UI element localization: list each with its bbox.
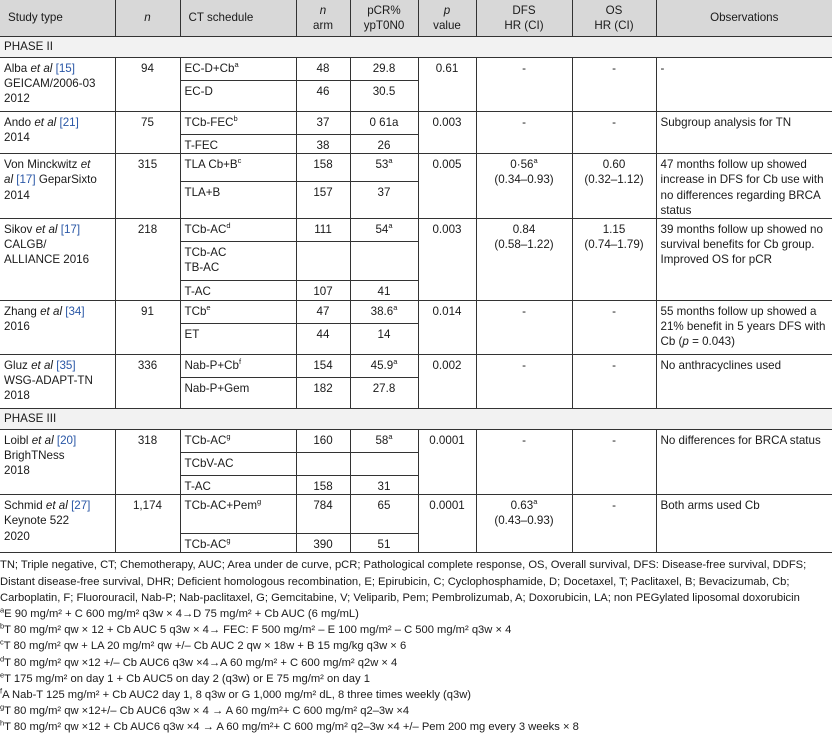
col-n: n (115, 0, 180, 37)
n-total: 75 (115, 112, 180, 154)
n-arm (296, 453, 350, 476)
col-p-value: p value (418, 0, 476, 37)
pcr-value: 37 (350, 181, 418, 218)
pcr-value: 45.9$^a$ (350, 355, 418, 378)
observation: Subgroup analysis for TN (656, 112, 832, 154)
col-ct-schedule: CT schedule (180, 0, 296, 37)
col-pcr: pCR% ypT0N0 (350, 0, 418, 37)
n-arm: 158 (296, 154, 350, 182)
ref-link[interactable]: [17] (60, 223, 81, 237)
os-hr: 1.15 (0.74–1.79) (572, 219, 656, 301)
n-arm: 47 (296, 301, 350, 324)
pcr-value: 30.5 (350, 81, 418, 112)
col-dfs: DFS HR (CI) (476, 0, 572, 37)
footnote-d: $^d$T 80 mg/m² qw ×12 +/– Cb AUC6 q3w ×4→A 60 mg/m² + C 600 mg/m² q2w × 4 (0, 653, 398, 669)
header-row (0, 0, 832, 37)
dfs-hr: $0\cdot 56^a$ (0.34–0.93) (476, 154, 572, 219)
phase-3-row (0, 409, 832, 430)
n-total: 218 (115, 219, 180, 301)
pcr-value: 26 (350, 135, 418, 154)
dfs-hr: 0.63$^a$ (0.43–0.93) (476, 495, 572, 553)
dfs-hr: - (476, 355, 572, 409)
study-vonminckwitz: Von Minckwitz et al [17] GeparSixto 2014 (0, 154, 115, 219)
study-gluz: Gluz et al [35] WSG-ADAPT-TN 2018 (0, 355, 115, 409)
observation: 39 months follow up showed no survival benefits for Cb group. Improved OS for pCR (656, 219, 832, 301)
ref-link[interactable]: [20] (56, 434, 77, 448)
col-n-arm: n arm (296, 0, 350, 37)
p-value: 0.014 (418, 301, 476, 355)
footnote-e: $^e$T 175 mg/m² on day 1 + Cb AUC5 on day 2 (q3w) or E 75 mg/m² on day 1 (0, 670, 370, 685)
pcr-value: 54$^a$ (350, 219, 418, 242)
os-hr: - (572, 430, 656, 495)
p-value: 0.61 (418, 58, 476, 112)
n-arm: 158 (296, 476, 350, 495)
table-row (0, 58, 832, 81)
os-hr: - (572, 355, 656, 409)
ct-schedule: TCb-FEC$^b$ (180, 112, 296, 135)
pcr-value: 51 (350, 534, 418, 553)
os-hr: - (572, 58, 656, 112)
n-arm (296, 242, 350, 281)
ref-link[interactable]: [21] (59, 116, 79, 129)
ct-schedule: T-AC (180, 281, 296, 301)
phase-2-row (0, 37, 832, 58)
phase-2-label: PHASE II (0, 37, 832, 58)
study-zhang: Zhang et al [34] 2016 (0, 301, 115, 355)
ct-schedule: TLA+B (180, 181, 296, 218)
n-arm: 182 (296, 378, 350, 409)
ct-schedule: TCb-$AC^g$ (180, 534, 296, 553)
dfs-hr: 0.84 (0.58–1.22) (476, 219, 572, 301)
pcr-value: 14 (350, 324, 418, 355)
ct-schedule: TCbV-AC (180, 453, 296, 476)
ct-schedule: T-FEC (180, 135, 296, 154)
dfs-hr: - (476, 112, 572, 154)
dfs-hr: - (476, 58, 572, 112)
ct-schedule: TCb-$AC^d$ (180, 219, 296, 242)
study-loibl: Loibl et al [20] BrighTNess 2018 (0, 430, 115, 495)
n-arm: 46 (296, 81, 350, 112)
table-row (0, 355, 832, 378)
footnotes (0, 553, 833, 735)
ref-link[interactable]: [15] (55, 62, 75, 75)
table-row (0, 495, 832, 534)
ct-schedule: TCb-AC TB-AC (180, 242, 296, 281)
pcr-value: 31 (350, 476, 418, 495)
table-row (0, 112, 832, 135)
pcr-value: 0 61a (350, 112, 418, 135)
n-arm: 107 (296, 281, 350, 301)
footnote-c: $^c$T 80 mg/m² qw + LA 20 mg/m² qw +/– Cb AUC 2 qw × 18w + B 15 mg/kg q3w × 6 (0, 637, 407, 653)
ref-link[interactable]: [34] (65, 305, 85, 319)
n-arm: 38 (296, 135, 350, 154)
ct-schedule: $EC-D+Cb^a$ (180, 58, 296, 81)
n-total: 318 (115, 430, 180, 495)
footnote-h: $^h$T 80 mg/m² qw ×12 + Cb AUC6 q3w ×4 → A 60 mg/m²+ C 600 mg/m² q2–3w ×4 +/– Pem 200 mg every 3 weeks × 8 (0, 718, 579, 734)
os-hr: - (572, 495, 656, 553)
footnote-b: $^b$T 80 mg/m² qw × 12 + Cb AUC 5 q3w × 4→ FEC: F 500 mg/m² – E 100 mg/m² – C 500 mg/m² q3w × 4 (0, 621, 512, 637)
p-value: 0.0001 (418, 430, 476, 495)
pcr-value: 41 (350, 281, 418, 301)
table-row (0, 219, 832, 242)
n-total: 315 (115, 154, 180, 219)
observation: No differences for BRCA status (656, 430, 832, 495)
ct-schedule: TLA $Cb+B^c$ (180, 154, 296, 182)
n-arm: 44 (296, 324, 350, 355)
pcr-value (350, 242, 418, 281)
n-total: 1,174 (115, 495, 180, 553)
pcr-value (350, 453, 418, 476)
ct-schedule: ET (180, 324, 296, 355)
pcr-value: 27.8 (350, 378, 418, 409)
os-hr: - (572, 301, 656, 355)
observation: 55 months follow up showed a 21% benefit in 5 years DFS with Cb (p = 0.043) (656, 301, 832, 355)
footnote-g: $^g$T 80 mg/m² qw ×12+/– Cb AUC6 q3w × 4 → A 60 mg/m²+ C 600 mg/m² q2–3w ×4 (0, 702, 410, 718)
n-arm: 784 (296, 495, 350, 534)
pcr-value: 38.6$^a$ (350, 301, 418, 324)
ref-link[interactable]: [17] (16, 173, 36, 187)
phase-3-label: PHASE III (0, 409, 832, 430)
table-row (0, 154, 832, 182)
p-value: 0.005 (418, 154, 476, 219)
pcr-value: 58$^a$ (350, 430, 418, 453)
study-sikov: Sikov et al [17] CALGB/ ALLIANCE 2016 (0, 219, 115, 301)
pcr-value: 65 (350, 495, 418, 534)
n-arm: 157 (296, 181, 350, 218)
col-study-type: Study type (0, 0, 115, 37)
n-arm: 48 (296, 58, 350, 81)
n-arm: 37 (296, 112, 350, 135)
pcr-value: 29.8 (350, 58, 418, 81)
col-observations: Observations (656, 0, 832, 37)
p-value: 0.0001 (418, 495, 476, 553)
ref-link[interactable]: [35] (56, 359, 76, 373)
dfs-hr: - (476, 430, 572, 495)
ct-schedule: T-AC (180, 476, 296, 495)
pcr-value: 53$^a$ (350, 154, 418, 182)
os-hr: 0.60 (0.32–1.12) (572, 154, 656, 219)
n-arm: 160 (296, 430, 350, 453)
study-schmid: Schmid et al [27] Keynote 522 2020 (0, 495, 115, 553)
footnote-f: $^f$A Nab-T 125 mg/m² + Cb AUC2 day 1, 8 q3w or G 1,000 mg/m² dL, 8 three times weekly (q3w) (0, 686, 472, 702)
table-row (0, 301, 832, 324)
p-value: 0.003 (418, 112, 476, 154)
footnote-a: $^a$E 90 mg/m² + C 600 mg/m² q3w × 4→D 75 mg/m² + Cb AUC (6 mg/mL) (0, 605, 359, 621)
ct-schedule: TCb-AC+Pem$^g$ (180, 495, 296, 534)
study-ando: Ando et al [21] 2014 (0, 112, 115, 154)
n-total: 336 (115, 355, 180, 409)
ct-schedule: TCb$^e$ (180, 301, 296, 324)
n-total: 94 (115, 58, 180, 112)
abbreviations-note: TN; Triple negative, CT; Chemotherapy, AUC; Area under de curve, pCR; Pathological complete response, OS, Overall survival, DFS: Disease-free survival, DDFS; Distant disease-free survival, DHR; Deficient homologous recombination, E; Epirubicin, C; Cyclophosphamide, D; Docetaxel, T; Paclitaxel, B; Bevacizumab, Cb; Carboplatin, F; Fluorouracil, Nab-P; Nab-paclitaxel, G; Gemcitabine, V; Veliparib, Pem; Pembrolizumab, A; Doxorubicin, LA; non PEGylated liposomal doxorubicin (0, 559, 807, 604)
dfs-hr: - (476, 301, 572, 355)
n-total: 91 (115, 301, 180, 355)
ref-link[interactable]: [27] (71, 499, 91, 513)
col-os: OS HR (CI) (572, 0, 656, 37)
p-value: 0.003 (418, 219, 476, 301)
table-row (0, 430, 832, 453)
n-arm: 154 (296, 355, 350, 378)
n-arm: 390 (296, 534, 350, 553)
observation: No anthracyclines used (656, 355, 832, 409)
observation: 47 months follow up showed increase in DFS for Cb use with no differences regarding BRCA status (656, 154, 832, 219)
n-arm: 111 (296, 219, 350, 242)
study-alba: Alba et al [15] GEICAM/2006-03 2012 (0, 58, 115, 112)
ct-schedule: EC-D (180, 81, 296, 112)
ct-schedule: Nab-P+Gem (180, 378, 296, 409)
ct-schedule: Nab-$P+Cb^f$ (180, 355, 296, 378)
observation: - (656, 58, 832, 112)
p-value: 0.002 (418, 355, 476, 409)
observation: Both arms used Cb (656, 495, 832, 553)
os-hr: - (572, 112, 656, 154)
ct-schedule: TCb-$AC^g$ (180, 430, 296, 453)
